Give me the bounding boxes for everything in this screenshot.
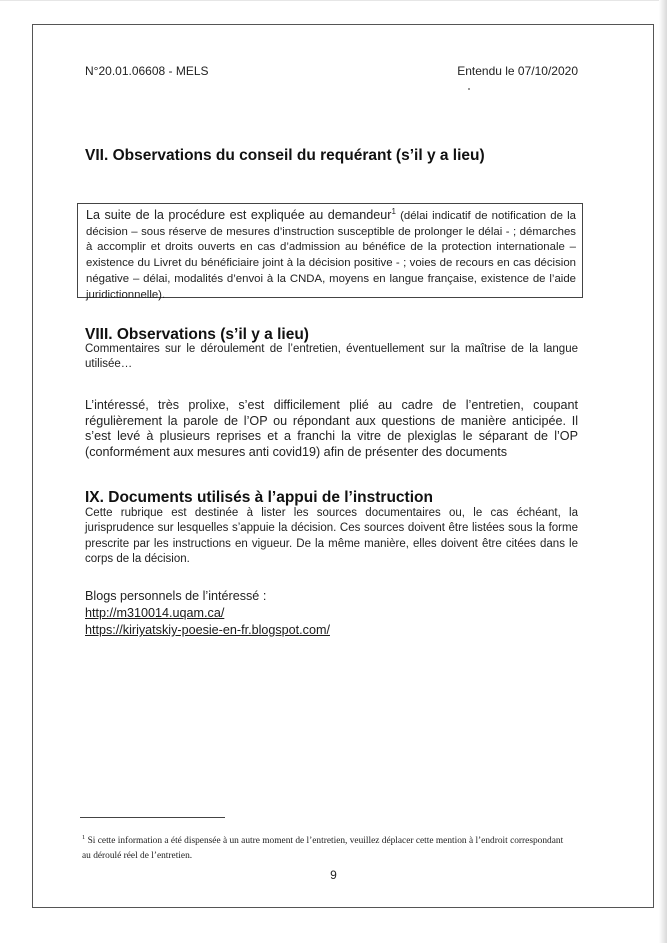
footnote bbox=[82, 830, 572, 864]
footnote-marker: 1 bbox=[82, 834, 86, 841]
footnote-ref: 1 bbox=[391, 207, 396, 217]
section-viii-helper: Commentaires sur le déroulement de l’entretien, éventuellement sur la maîtrise de la langue utilisée… bbox=[85, 343, 578, 370]
blogs-list bbox=[85, 588, 330, 639]
footnote-divider bbox=[80, 817, 225, 818]
case-reference: N°20.01.06608 - MELS bbox=[85, 64, 209, 78]
interview-observations: L’intéressé, très prolixe, s’est difficilement plié au cadre de l’entretien, coupant régulièrement la parole de l’OP ou répondant aux questions de manière anticipée. Il s’est levé à plusieurs reprises et a franchi la vitre de plexiglas le séparant de l’OP (conformément aux mesures anti covid19) afin de présenter des documents bbox=[85, 398, 578, 459]
section-ix-title: IX. Documents utilisés à l’appui de l’instruction bbox=[85, 489, 433, 506]
scan-edge-right bbox=[659, 0, 667, 943]
section-viii-title: VIII. Observations (s’il y a lieu) bbox=[85, 326, 309, 343]
procedure-info-box bbox=[77, 203, 583, 301]
procedure-lead: La suite de la procédure est expliquée au demandeur bbox=[86, 208, 392, 222]
section-ix-helper: Cette rubrique est destinée à lister les sources documentaires ou, le cas échéant, la jurisprudence sur lesquelles s’appuie la décision. Ces sources doivent être listées sous la forme prescrite par les instructions en vigueur. De la même manière, elles doivent être citées dans le corps de la décision. bbox=[85, 507, 578, 565]
footnote-text: Si cette information a été dispensée à un autre moment de l’entretien, veuillez déplacer cette mention à l’endroit correspondant au déroulé réel de l’entretien. bbox=[82, 836, 564, 862]
page-header bbox=[85, 64, 578, 78]
section-vii-title: VII. Observations du conseil du requérant (s’il y a lieu) bbox=[85, 147, 485, 164]
page-number: 9 bbox=[330, 868, 337, 882]
blog-link-uqam[interactable]: http://m310014.uqam.ca/ bbox=[85, 606, 225, 620]
scan-speck bbox=[468, 88, 470, 90]
scan-edge-top bbox=[0, 0, 667, 1]
blogs-label: Blogs personnels de l’intéressé : bbox=[85, 589, 267, 603]
procedure-details: (délai indicatif de notification de la décision – sous réserve de mesures d’instruction susceptible de prolonger le délai - ; démarches à accomplir et droits ouverts en cas d’admission au bénéfice de la protection internationale – existence du Livret du bénéficiaire joint à la décision positive - ; voies de recours en cas décision négative – délai, modalités d’envoi à la CNDA, moyens en langue française, existence de l’aide juridictionnelle). bbox=[86, 210, 576, 301]
hearing-date: Entendu le 07/10/2020 bbox=[457, 64, 578, 78]
blog-link-blogspot[interactable]: https://kiriyatskiy-poesie-en-fr.blogspot.com/ bbox=[85, 623, 330, 637]
